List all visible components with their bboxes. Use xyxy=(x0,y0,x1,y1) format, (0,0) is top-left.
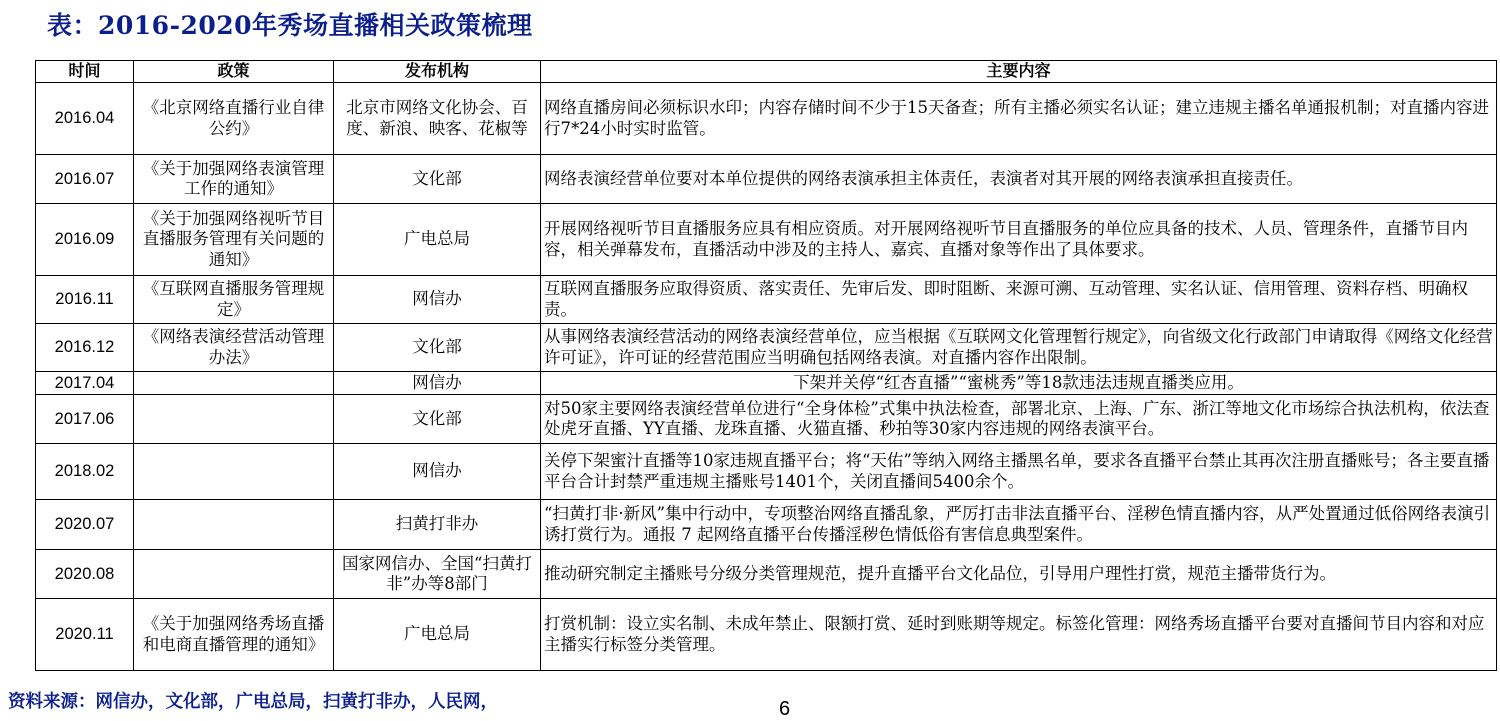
cell-org: 广电总局 xyxy=(334,204,541,276)
table-row xyxy=(36,204,1497,276)
cell-org: 文化部 xyxy=(334,395,541,444)
header-policy: 政策 xyxy=(134,61,334,83)
cell-time: 2016.09 xyxy=(36,204,134,276)
table-row xyxy=(36,599,1497,671)
cell-time: 2016.12 xyxy=(36,324,134,372)
cell-org: 国家网信办、全国“扫黄打非”办等8部门 xyxy=(334,550,541,599)
table-row xyxy=(36,395,1497,444)
cell-content: 互联网直播服务应取得资质、落实责任、先审后发、即时阻断、来源可溯、互动管理、实名认证、信用管理、资料存档、明确权责。 xyxy=(541,276,1497,324)
cell-org: 北京市网络文化协会、百度、新浪、映客、花椒等 xyxy=(334,83,541,155)
header-time: 时间 xyxy=(36,61,134,83)
cell-time: 2020.08 xyxy=(36,550,134,599)
cell-time: 2016.07 xyxy=(36,155,134,204)
cell-content: 推动研究制定主播账号分级分类管理规范，提升直播平台文化品位，引导用户理性打赏，规范主播带货行为。 xyxy=(541,550,1497,599)
cell-policy: 《网络表演经营活动管理办法》 xyxy=(134,324,334,372)
table-row xyxy=(36,550,1497,599)
cell-content: 关停下架蜜汁直播等10家违规直播平台；将“天佑”等纳入网络主播黑名单，要求各直播平台禁止其再次注册直播账号；各主要直播平台合计封禁严重违规主播账号1401个，关闭直播间5400余个。 xyxy=(541,444,1497,500)
cell-org: 扫黄打非办 xyxy=(334,500,541,550)
cell-time: 2020.11 xyxy=(36,599,134,671)
cell-time: 2018.02 xyxy=(36,444,134,500)
cell-time: 2016.11 xyxy=(36,276,134,324)
cell-org: 广电总局 xyxy=(334,599,541,671)
cell-content: 下架并关停“红杏直播”“蜜桃秀”等18款违法违规直播类应用。 xyxy=(541,372,1497,395)
cell-content: 开展网络视听节目直播服务应具有相应资质。对开展网络视听节目直播服务的单位应具备的技术、人员、管理条件，直播节目内容，相关弹幕发布，直播活动中涉及的主持人、嘉宾、直播对象等作出了具体要求。 xyxy=(541,204,1497,276)
cell-policy: 《北京网络直播行业自律公约》 xyxy=(134,83,334,155)
table-row xyxy=(36,83,1497,155)
table-row xyxy=(36,276,1497,324)
cell-content: 网络直播房间必须标识水印；内容存储时间不少于15天备查；所有主播必须实名认证；建立违规主播名单通报机制；对直播内容进行7*24小时实时监管。 xyxy=(541,83,1497,155)
cell-content: 对50家主要网络表演经营单位进行“全身体检”式集中执法检查，部署北京、上海、广东、浙江等地文化市场综合执法机构，依法查处虎牙直播、YY直播、龙珠直播、火猫直播、秒拍等30家内容违规的网络表演平台。 xyxy=(541,395,1497,444)
cell-time: 2020.07 xyxy=(36,500,134,550)
cell-time: 2017.04 xyxy=(36,372,134,395)
cell-org: 网信办 xyxy=(334,372,541,395)
table-row xyxy=(36,324,1497,372)
cell-policy: 《互联网直播服务管理规定》 xyxy=(134,276,334,324)
table-row xyxy=(36,155,1497,204)
cell-org: 文化部 xyxy=(334,324,541,372)
page-number: 6 xyxy=(779,698,791,720)
cell-content: 打赏机制：设立实名制、未成年禁止、限额打赏、延时到账期等规定。标签化管理：网络秀场直播平台要对直播间节目内容和对应主播实行标签分类管理。 xyxy=(541,599,1497,671)
cell-content: 从事网络表演经营活动的网络表演经营单位，应当根据《互联网文化管理暂行规定》，向省级文化行政部门申请取得《网络文化经营许可证》，许可证的经营范围应当明确包括网络表演。对直播内容作出限制。 xyxy=(541,324,1497,372)
cell-policy xyxy=(134,395,334,444)
cell-policy xyxy=(134,500,334,550)
cell-policy xyxy=(134,372,334,395)
table-row xyxy=(36,444,1497,500)
cell-policy: 《关于加强网络秀场直播和电商直播管理的通知》 xyxy=(134,599,334,671)
cell-org: 网信办 xyxy=(334,276,541,324)
page-title: 表：2016-2020年秀场直播相关政策梳理 xyxy=(47,11,533,40)
cell-policy: 《关于加强网络视听节目直播服务管理有关问题的通知》 xyxy=(134,204,334,276)
table-row xyxy=(36,372,1497,395)
cell-content: “扫黄打非·新风”集中行动中，专项整治网络直播乱象，严厉打击非法直播平台、淫秽色情直播内容，从严处置通过低俗网络表演引诱打赏行为。通报 7 起网络直播平台传播淫秽色情低俗有害信息典型案件。 xyxy=(541,500,1497,550)
cell-policy: 《关于加强网络表演管理工作的通知》 xyxy=(134,155,334,204)
cell-time: 2016.04 xyxy=(36,83,134,155)
table-header-row xyxy=(36,61,1497,83)
cell-policy xyxy=(134,444,334,500)
policy-table xyxy=(35,60,1497,671)
source-note: 资料来源：网信办，文化部，广电总局，扫黄打非办，人民网， xyxy=(8,692,498,712)
cell-policy xyxy=(134,550,334,599)
cell-time: 2017.06 xyxy=(36,395,134,444)
header-content: 主要内容 xyxy=(541,61,1497,83)
cell-content: 网络表演经营单位要对本单位提供的网络表演承担主体责任，表演者对其开展的网络表演承担直接责任。 xyxy=(541,155,1497,204)
cell-org: 文化部 xyxy=(334,155,541,204)
cell-org: 网信办 xyxy=(334,444,541,500)
table-row xyxy=(36,500,1497,550)
header-org: 发布机构 xyxy=(334,61,541,83)
